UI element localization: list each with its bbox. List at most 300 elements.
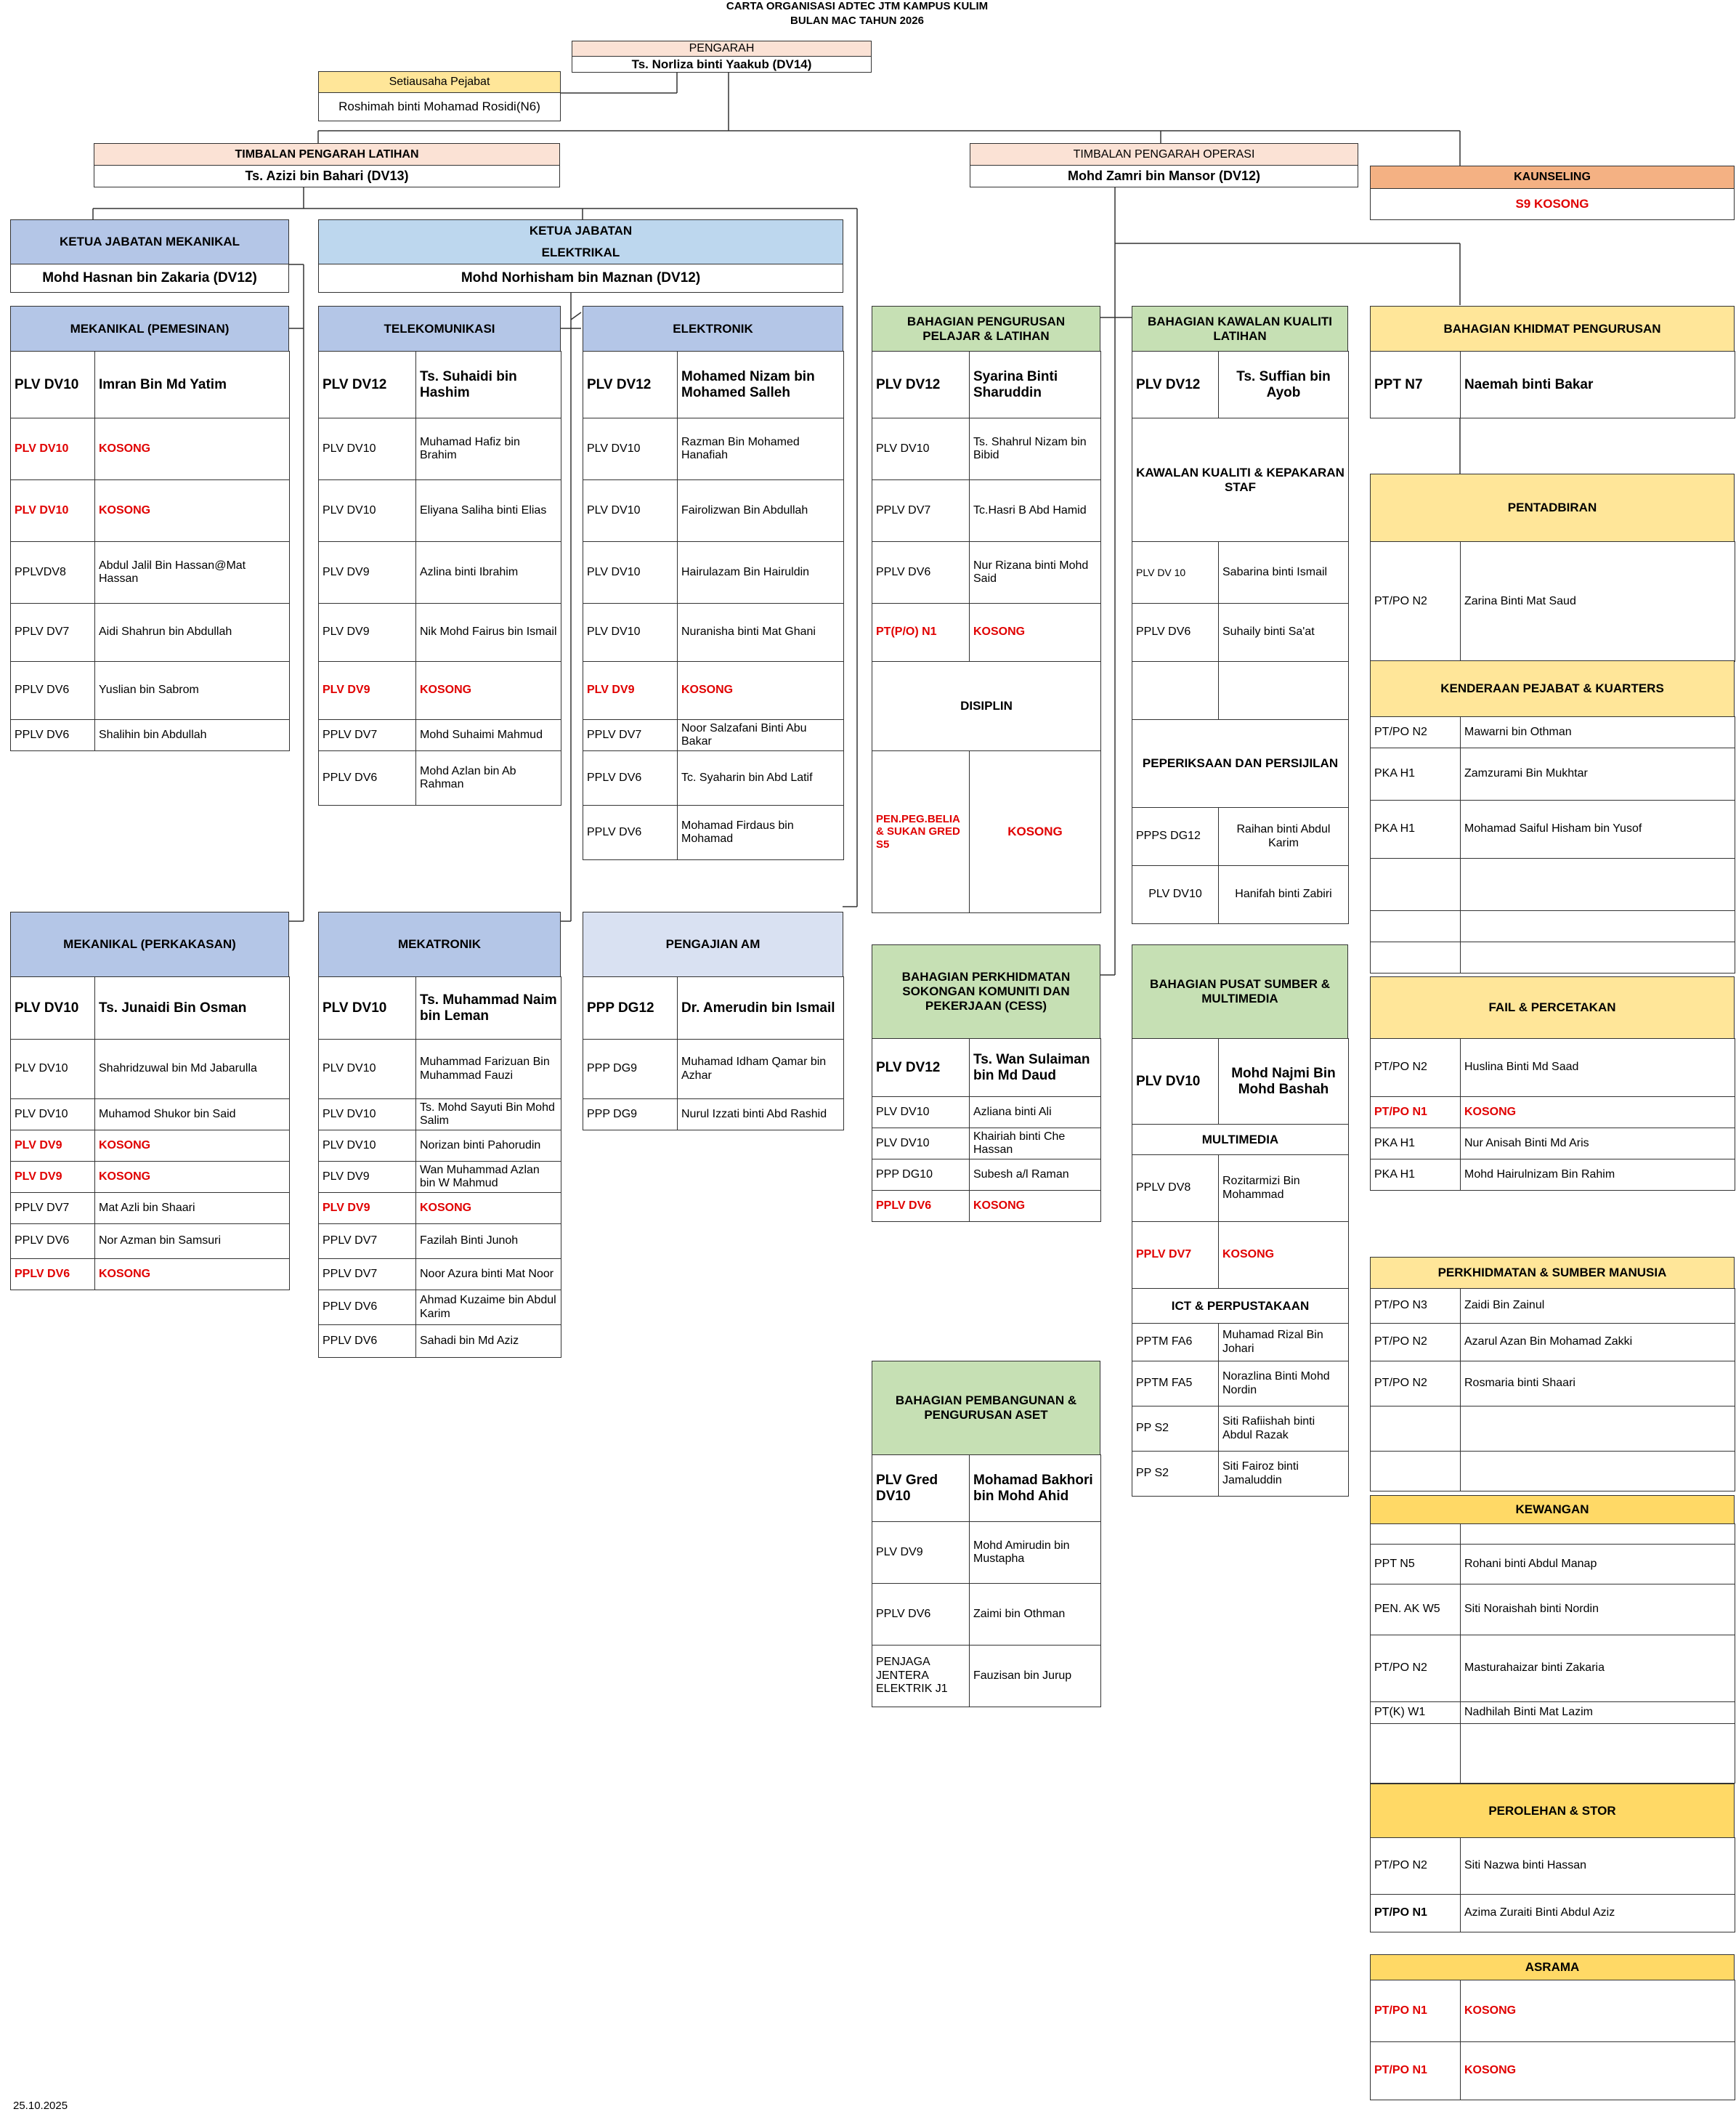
staff-row <box>319 480 561 542</box>
grade-cell: PT(K) W1 <box>1371 1702 1461 1724</box>
staff-name-cell: Mohd Azlan bin Ab Rahman <box>416 751 561 806</box>
staff-name-cell: Mohamad Firdaus bin Mohamad <box>678 806 844 860</box>
staff-name-cell: Muhammad Farizuan Bin Muhammad Fauzi <box>416 1040 561 1099</box>
telekom-title: TELEKOMUNIKASI <box>318 306 561 352</box>
grade-cell: PPTM FA5 <box>1132 1361 1219 1406</box>
staff-name-cell: KOSONG <box>95 1259 290 1290</box>
staff-row <box>583 977 844 1040</box>
staff-row <box>1132 1155 1349 1222</box>
staff-row <box>872 1039 1101 1097</box>
empty-cell <box>1371 1406 1461 1452</box>
staff-name-cell: Ahmad Kuzaime bin Abdul Karim <box>416 1290 561 1325</box>
grade-cell: PPLV DV7 <box>872 480 970 542</box>
staff-row <box>583 662 844 720</box>
grade-cell: PPLV DV6 <box>11 662 95 720</box>
staff-name-cell: Noor Azura binti Mat Noor <box>416 1259 561 1290</box>
khidmat-title: BAHAGIAN KHIDMAT PENGURUSAN <box>1370 306 1735 352</box>
section-title: ICT & PERPUSTAKAAN <box>1132 1289 1349 1324</box>
empty-cell <box>1461 859 1735 911</box>
staff-name-cell: Ts. Suhaidi bin Hashim <box>416 352 561 418</box>
staff-name-cell: Muhamad Hafiz bin Brahim <box>416 418 561 480</box>
grade-cell: PLV DV10 <box>583 418 678 480</box>
staff-row <box>319 720 561 751</box>
staff-name-cell: Ts. Muhammad Naim bin Leman <box>416 977 561 1040</box>
staff-name-cell: Sahadi bin Md Aziz <box>416 1325 561 1358</box>
staff-name-cell: Raihan binti Abdul Karim <box>1219 808 1349 866</box>
staff-row <box>11 1224 290 1259</box>
grade-cell: PLV DV9 <box>319 1193 416 1224</box>
staff-row <box>319 1325 561 1358</box>
perkhidmatan-table <box>1370 1288 1735 1491</box>
staff-row <box>1132 1361 1349 1406</box>
staff-name-cell: KOSONG <box>95 1130 290 1162</box>
staff-row <box>1371 1980 1735 2042</box>
staff-name-cell: KOSONG <box>970 604 1101 662</box>
staff-row <box>583 352 844 418</box>
staff-row <box>1132 1222 1349 1289</box>
grade-cell: PT/PO N2 <box>1371 1324 1461 1361</box>
staff-row <box>11 418 290 480</box>
staff-name-cell: Azliana binti Ali <box>970 1097 1101 1128</box>
section-header <box>1132 1289 1349 1324</box>
staff-row <box>1371 1635 1735 1702</box>
tp-operasi-name: Mohd Zamri bin Mansor (DV12) <box>970 165 1358 187</box>
staff-row <box>872 604 1101 662</box>
staff-row <box>1132 542 1349 604</box>
grade-cell: PPLV DV6 <box>319 1325 416 1358</box>
kawalan-kualiti-table <box>1132 351 1349 924</box>
staff-row <box>1371 1895 1735 1932</box>
staff-row <box>872 751 1101 913</box>
staff-row <box>872 1191 1101 1222</box>
staff-row <box>319 1040 561 1099</box>
kenderaan-table <box>1370 716 1735 974</box>
kj-elektrikal-title2: ELEKTRIKAL <box>541 246 620 259</box>
grade-cell: PT/PO N1 <box>1371 1895 1461 1932</box>
staff-name-cell: KOSONG <box>1219 1222 1349 1289</box>
staff-name-cell: Zaimi bin Othman <box>970 1584 1101 1646</box>
grade-cell: PPLV DV7 <box>583 720 678 751</box>
grade-cell: PLV DV12 <box>319 352 416 418</box>
staff-name-cell: Hanifah binti Zabiri <box>1219 866 1349 924</box>
grade-cell: PLV DV12 <box>1132 352 1219 418</box>
grade-cell: PPLV DV6 <box>583 806 678 860</box>
grade-cell: PLV DV10 <box>319 480 416 542</box>
grade-cell: PLV Gred DV10 <box>872 1455 970 1522</box>
staff-name-cell: Naemah binti Bakar <box>1461 352 1735 418</box>
staff-name-cell: Syarina Binti Sharuddin <box>970 352 1101 418</box>
perolehan-title: PEROLEHAN & STOR <box>1370 1784 1735 1838</box>
mek-perkakasan-table <box>10 976 290 1290</box>
kj-elektrikal-title1: KETUA JABATAN <box>529 224 633 238</box>
pentadbiran-table <box>1370 541 1735 662</box>
section-header <box>1132 418 1349 542</box>
staff-name-cell: KOSONG <box>95 480 290 542</box>
kewangan-title: KEWANGAN <box>1370 1495 1735 1524</box>
staff-row <box>1132 1452 1349 1497</box>
footer-date: 25.10.2025 <box>13 2100 68 2112</box>
staff-row <box>583 480 844 542</box>
pentadbiran-title: PENTADBIRAN <box>1370 474 1735 542</box>
grade-cell: PPLV DV7 <box>1132 1222 1219 1289</box>
staff-row <box>872 1522 1101 1584</box>
staff-row <box>1371 717 1735 748</box>
grade-cell: PLV DV10 <box>319 1130 416 1162</box>
staff-row <box>11 720 290 751</box>
staff-name-cell: Siti Noraishah binti Nordin <box>1461 1584 1735 1635</box>
tp-latihan-name: Ts. Azizi bin Bahari (DV13) <box>94 165 560 187</box>
grade-cell: PPLV DV7 <box>11 1193 95 1224</box>
chart-title-line1: CARTA ORGANISASI ADTEC JTM KAMPUS KULIM <box>726 0 989 12</box>
grade-cell: PLV DV10 <box>319 1099 416 1130</box>
grade-cell: PLV DV10 <box>319 418 416 480</box>
staff-row <box>1371 1097 1735 1128</box>
grade-cell: PPLV DV7 <box>319 1224 416 1259</box>
staff-name-cell: KOSONG <box>416 662 561 720</box>
staff-name-cell: Zaidi Bin Zainul <box>1461 1289 1735 1324</box>
pengajian-am-title: PENGAJIAN AM <box>583 912 843 977</box>
staff-row <box>1371 911 1735 942</box>
cess-table <box>872 1038 1101 1222</box>
grade-cell: PP S2 <box>1132 1406 1219 1452</box>
grade-cell: PPLV DV6 <box>11 1259 95 1290</box>
grade-cell: PLV DV9 <box>319 604 416 662</box>
grade-cell: PLV DV10 <box>1132 1039 1219 1125</box>
staff-name-cell: Wan Muhammad Azlan bin W Mahmud <box>416 1162 561 1193</box>
section-title: MULTIMEDIA <box>1132 1125 1349 1155</box>
grade-cell: PEN. AK W5 <box>1371 1584 1461 1635</box>
staff-name-cell: Siti Fairoz binti Jamaluddin <box>1219 1452 1349 1497</box>
asrama-table <box>1370 1980 1735 2100</box>
empty-cell <box>1461 1724 1735 1784</box>
staff-row <box>11 1259 290 1290</box>
staff-name-cell: Yuslian bin Sabrom <box>95 662 290 720</box>
empty-cell <box>1371 1724 1461 1784</box>
staff-name-cell: Siti Nazwa binti Hassan <box>1461 1838 1735 1895</box>
kaunseling-name: S9 KOSONG <box>1370 188 1735 220</box>
grade-cell: PKA H1 <box>1371 801 1461 859</box>
staff-name-cell: Azima Zuraiti Binti Abdul Aziz <box>1461 1895 1735 1932</box>
grade-cell: PPLV DV6 <box>872 1584 970 1646</box>
staff-name-cell: Muhamad Idham Qamar bin Azhar <box>678 1040 844 1099</box>
grade-cell: PLV DV10 <box>319 1040 416 1099</box>
fail-table <box>1370 1038 1735 1191</box>
grade-cell: PPP DG9 <box>583 1040 678 1099</box>
kawalan-kualiti-title: BAHAGIAN KAWALAN KUALITI LATIHAN <box>1132 306 1348 352</box>
staff-name-cell: Aidi Shahrun bin Abdullah <box>95 604 290 662</box>
grade-cell: PLV DV10 <box>583 480 678 542</box>
staff-name-cell: KOSONG <box>970 1191 1101 1222</box>
staff-row <box>872 1646 1101 1707</box>
grade-cell: PLV DV10 <box>872 1128 970 1159</box>
grade-cell: PT/PO N2 <box>1371 1361 1461 1406</box>
staff-row <box>1371 748 1735 801</box>
staff-name-cell: Fairolizwan Bin Abdullah <box>678 480 844 542</box>
staff-name-cell: Suhaily binti Sa'at <box>1219 604 1349 662</box>
staff-name-cell: Azarul Azan Bin Mohamad Zakki <box>1461 1324 1735 1361</box>
pengajian-am-table <box>583 976 844 1130</box>
mek-pemesinan-table <box>10 351 290 751</box>
staff-name-cell: Mohd Hairulnizam Bin Rahim <box>1461 1159 1735 1191</box>
grade-cell: PPLV DV6 <box>872 1191 970 1222</box>
staff-name-cell: Mohamed Nizam bin Mohamed Salleh <box>678 352 844 418</box>
staff-row <box>583 720 844 751</box>
grade-cell: PLV DV12 <box>872 1039 970 1097</box>
grade-cell: PT/PO N2 <box>1371 717 1461 748</box>
staff-row <box>872 1455 1101 1522</box>
grade-cell: PT/PO N1 <box>1371 1980 1461 2042</box>
grade-cell: PLV DV10 <box>583 542 678 604</box>
grade-cell: PPP DG9 <box>583 1099 678 1130</box>
kj-mekanikal-title: KETUA JABATAN MEKANIKAL <box>10 219 289 264</box>
staff-row <box>11 542 290 604</box>
staff-row <box>1371 1524 1735 1545</box>
grade-cell: PPTM FA6 <box>1132 1324 1219 1361</box>
staff-row <box>583 604 844 662</box>
empty-cell <box>1132 662 1219 720</box>
staff-name-cell: Mohd Suhaimi Mahmud <box>416 720 561 751</box>
staff-row <box>1371 1406 1735 1452</box>
empty-cell <box>1371 1452 1461 1491</box>
elektronik-table <box>583 351 844 860</box>
staff-name-cell: Imran Bin Md Yatim <box>95 352 290 418</box>
staff-row <box>11 977 290 1040</box>
grade-cell: PKA H1 <box>1371 1128 1461 1159</box>
section-title: DISIPLIN <box>872 662 1101 751</box>
grade-cell: PLV DV9 <box>11 1130 95 1162</box>
staff-row <box>1371 542 1735 662</box>
staff-row <box>319 418 561 480</box>
grade-cell: PPLV DV6 <box>319 751 416 806</box>
staff-name-cell: Ts. Wan Sulaiman bin Md Daud <box>970 1039 1101 1097</box>
staff-name-cell: Nur Rizana binti Mohd Said <box>970 542 1101 604</box>
section-title: PEPERIKSAAN DAN PERSIJILAN <box>1132 720 1349 808</box>
grade-cell: PLV DV12 <box>872 352 970 418</box>
staff-name-cell: Rozitarmizi Bin Mohammad <box>1219 1155 1349 1222</box>
staff-name-cell: Fazilah Binti Junoh <box>416 1224 561 1259</box>
staff-name-cell: Rohani binti Abdul Manap <box>1461 1545 1735 1584</box>
grade-cell: PLV DV10 <box>872 418 970 480</box>
kaunseling-title: KAUNSELING <box>1370 166 1735 189</box>
empty-cell <box>1371 911 1461 942</box>
staff-row <box>583 542 844 604</box>
tp-latihan-title: TIMBALAN PENGARAH LATIHAN <box>94 143 560 166</box>
grade-cell: PLV DV10 <box>11 352 95 418</box>
staff-name-cell: KOSONG <box>95 1162 290 1193</box>
grade-cell: PPP DG10 <box>872 1159 970 1191</box>
grade-cell: PLV DV9 <box>319 662 416 720</box>
grade-cell: PT/PO N2 <box>1371 1635 1461 1702</box>
staff-row <box>872 542 1101 604</box>
grade-cell: PPLV DV6 <box>319 1290 416 1325</box>
elektronik-title: ELEKTRONIK <box>583 306 843 352</box>
staff-row <box>583 1099 844 1130</box>
pengurusan-pelajar-title: BAHAGIAN PENGURUSAN PELAJAR & LATIHAN <box>872 306 1100 352</box>
pengarah-title: PENGARAH <box>572 41 872 57</box>
grade-cell: PT/PO N3 <box>1371 1289 1461 1324</box>
grade-cell: PLV DV10 <box>319 977 416 1040</box>
staff-row <box>872 480 1101 542</box>
grade-cell: PLV DV9 <box>872 1522 970 1584</box>
staff-name-cell: Ts. Shahrul Nizam bin Bibid <box>970 418 1101 480</box>
empty-cell <box>1371 859 1461 911</box>
staff-row <box>583 1040 844 1099</box>
grade-cell: PENJAGA JENTERA ELEKTRIK J1 <box>872 1646 970 1707</box>
empty-cell <box>1461 1406 1735 1452</box>
staff-row <box>1371 1724 1735 1784</box>
staff-name-cell: Ts. Junaidi Bin Osman <box>95 977 290 1040</box>
mek-perkakasan-title: MEKANIKAL (PERKAKASAN) <box>10 912 289 977</box>
grade-cell: PLV DV9 <box>319 1162 416 1193</box>
staff-row <box>583 806 844 860</box>
empty-cell <box>1461 1452 1735 1491</box>
grade-cell: PLV DV10 <box>11 418 95 480</box>
staff-row <box>319 604 561 662</box>
grade-cell: PT/PO N2 <box>1371 1039 1461 1097</box>
staff-row <box>1132 604 1349 662</box>
staff-name-cell: Sabarina binti Ismail <box>1219 542 1349 604</box>
kj-elektrikal-name: Mohd Norhisham bin Maznan (DV12) <box>318 264 843 293</box>
staff-name-cell: Eliyana Saliha binti Elias <box>416 480 561 542</box>
kj-mekanikal-name: Mohd Hasnan bin Zakaria (DV12) <box>10 264 289 293</box>
staff-row <box>1371 801 1735 859</box>
staff-name-cell: Norazlina Binti Mohd Nordin <box>1219 1361 1349 1406</box>
empty-cell <box>1461 911 1735 942</box>
staff-name-cell: Siti Rafiishah binti Abdul Razak <box>1219 1406 1349 1452</box>
staff-row <box>1371 352 1735 418</box>
grade-cell: PT/PO N1 <box>1371 2042 1461 2100</box>
grade-cell: PPT N5 <box>1371 1545 1461 1584</box>
staff-name-cell: Subesh a/l Raman <box>970 1159 1101 1191</box>
grade-cell: PLV DV10 <box>583 604 678 662</box>
mekatronik-title: MEKATRONIK <box>318 912 561 977</box>
perolehan-table <box>1370 1837 1735 1932</box>
mekatronik-table <box>318 976 561 1358</box>
kj-elektrikal-title <box>318 219 843 264</box>
grade-cell: PPLV DV6 <box>872 542 970 604</box>
staff-name-cell: Tc.Hasri B Abd Hamid <box>970 480 1101 542</box>
staff-row <box>319 1193 561 1224</box>
staff-name-cell: Norizan binti Pahorudin <box>416 1130 561 1162</box>
grade-cell: PLV DV9 <box>11 1162 95 1193</box>
staff-row <box>11 604 290 662</box>
staff-row <box>583 751 844 806</box>
staff-row <box>319 352 561 418</box>
section-header <box>872 662 1101 751</box>
staff-row <box>1132 352 1349 418</box>
staff-name-cell: Muhamad Rizal Bin Johari <box>1219 1324 1349 1361</box>
grade-cell: PLV DV10 <box>11 1099 95 1130</box>
perkhidmatan-title: PERKHIDMATAN & SUMBER MANUSIA <box>1370 1257 1735 1289</box>
fail-title: FAIL & PERCETAKAN <box>1370 976 1735 1039</box>
staff-row <box>11 352 290 418</box>
staff-name-cell: Shahridzuwal bin Md Jabarulla <box>95 1040 290 1099</box>
staff-row <box>1371 859 1735 911</box>
grade-cell: PT/PO N1 <box>1371 1097 1461 1128</box>
staff-row <box>1371 1128 1735 1159</box>
staff-name-cell: Nur Anisah Binti Md Aris <box>1461 1128 1735 1159</box>
grade-cell: PT(P/O) N1 <box>872 604 970 662</box>
staff-row <box>583 418 844 480</box>
grade-cell: PPLV DV8 <box>1132 1155 1219 1222</box>
staff-row <box>872 352 1101 418</box>
staff-row <box>319 1290 561 1325</box>
grade-cell: PT/PO N2 <box>1371 542 1461 662</box>
staff-row <box>11 1099 290 1130</box>
staff-row <box>1371 942 1735 974</box>
staff-name-cell: Nuranisha binti Mat Ghani <box>678 604 844 662</box>
pengarah-name: Ts. Norliza binti Yaakub (DV14) <box>572 56 872 73</box>
staff-row <box>1371 1584 1735 1635</box>
empty-cell <box>1461 942 1735 974</box>
staff-name-cell: Nurul Izzati binti Abd Rashid <box>678 1099 844 1130</box>
tp-operasi-title: TIMBALAN PENGARAH OPERASI <box>970 143 1358 166</box>
chart-title-line2: BULAN MAC TAHUN 2026 <box>790 15 924 27</box>
staff-row <box>1371 1838 1735 1895</box>
staff-name-cell: KOSONG <box>678 662 844 720</box>
grade-cell: PLV DV10 <box>1132 866 1219 924</box>
staff-row <box>319 542 561 604</box>
grade-cell: PP S2 <box>1132 1452 1219 1497</box>
staff-name-cell: KOSONG <box>970 751 1101 913</box>
grade-cell: PPLV DV6 <box>583 751 678 806</box>
section-title: KAWALAN KUALITI & KEPAKARAN STAF <box>1132 418 1349 542</box>
staff-name-cell: Rosmaria binti Shaari <box>1461 1361 1735 1406</box>
staff-row <box>1132 1406 1349 1452</box>
staff-name-cell: KOSONG <box>1461 1097 1735 1128</box>
staff-row <box>319 1162 561 1193</box>
staff-name-cell: KOSONG <box>1461 1980 1735 2042</box>
staff-row <box>872 1128 1101 1159</box>
staff-row <box>1132 1039 1349 1125</box>
staff-name-cell: Khairiah binti Che Hassan <box>970 1128 1101 1159</box>
staff-name-cell: Mat Azli bin Shaari <box>95 1193 290 1224</box>
staff-name-cell: Mohd Najmi Bin Mohd Bashah <box>1219 1039 1349 1125</box>
grade-cell: PPLV DV6 <box>1132 604 1219 662</box>
staff-row <box>1371 1159 1735 1191</box>
staff-name-cell: Shalihin bin Abdullah <box>95 720 290 751</box>
staff-row <box>319 1224 561 1259</box>
asrama-title: ASRAMA <box>1370 1954 1735 1980</box>
staff-name-cell: KOSONG <box>95 418 290 480</box>
staff-name-cell: KOSONG <box>1461 2042 1735 2100</box>
grade-cell: PPT N7 <box>1371 352 1461 418</box>
staff-name-cell: KOSONG <box>416 1193 561 1224</box>
grade-cell: PLV DV12 <box>583 352 678 418</box>
staff-name-cell: Huslina Binti Md Saad <box>1461 1039 1735 1097</box>
grade-cell: PPP DG12 <box>583 977 678 1040</box>
staff-row <box>11 1040 290 1099</box>
grade-cell: PLV DV10 <box>872 1097 970 1128</box>
empty-cell <box>1219 662 1349 720</box>
staff-row <box>1132 1324 1349 1361</box>
staff-row <box>1371 1702 1735 1724</box>
staff-name-cell: Nik Mohd Fairus bin Ismail <box>416 604 561 662</box>
staff-name-cell: Dr. Amerudin bin Ismail <box>678 977 844 1040</box>
staff-row <box>872 1097 1101 1128</box>
staff-row <box>1132 866 1349 924</box>
pusat-sumber-title: BAHAGIAN PUSAT SUMBER & MULTIMEDIA <box>1132 944 1348 1039</box>
staff-row <box>11 1130 290 1162</box>
grade-cell: PPPS DG12 <box>1132 808 1219 866</box>
grade-cell: PT/PO N2 <box>1371 1838 1461 1895</box>
staff-row <box>11 1193 290 1224</box>
staff-name-cell: Mohamad Saiful Hisham bin Yusof <box>1461 801 1735 859</box>
staff-row <box>1371 1361 1735 1406</box>
staff-row <box>1371 1452 1735 1491</box>
staff-row <box>319 1259 561 1290</box>
telekom-table <box>318 351 561 806</box>
